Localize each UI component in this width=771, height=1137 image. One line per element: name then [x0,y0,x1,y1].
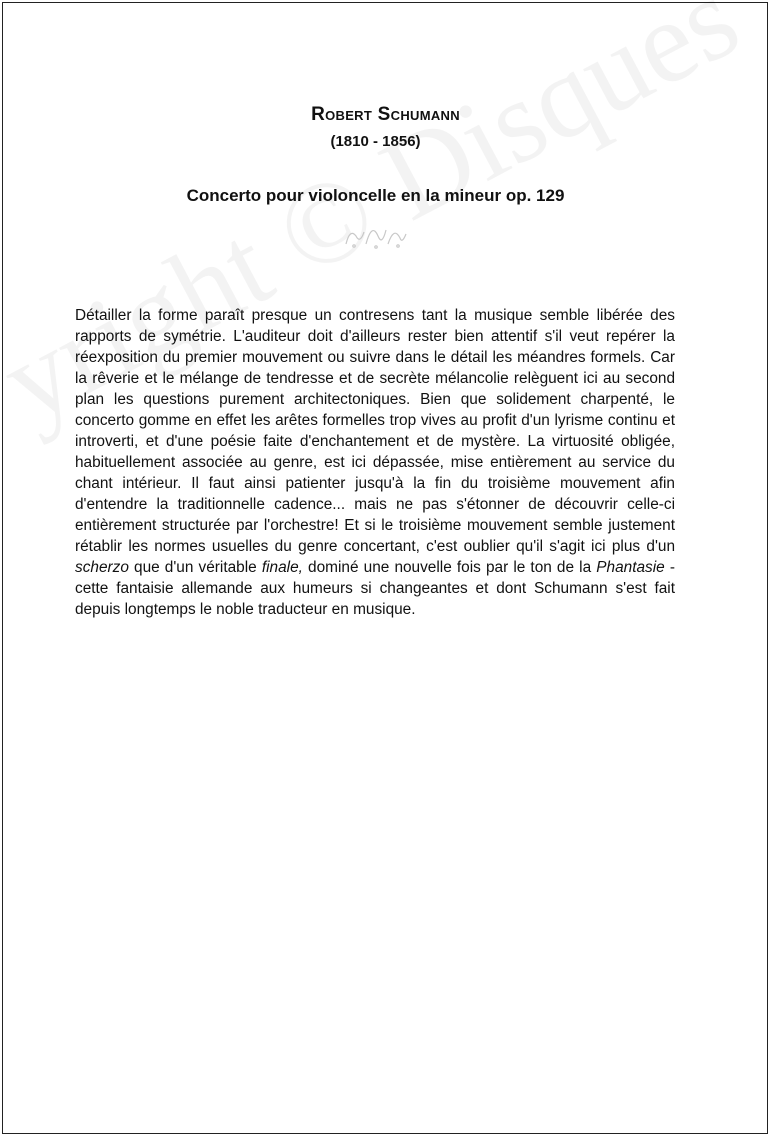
body-text-part: dominé une nouvelle fois par le ton de la [302,559,597,576]
ornament-icon [336,214,416,254]
italic-term-phantasie: Phantasie [596,559,665,576]
composer-dates: (1810 - 1856) [330,133,421,150]
body-text-part: Détailler la forme paraît presque un contresens tant la musique semble libérée des rapports de symétrie. L'auditeur doit d'ailleurs rester bien attentif s'il veut repérer la réexposition du premier mouvement ou suivre dans le détail les méandres formels. Car la rêverie et le mélange de tendresse et de secrète mélancolie relèguent ici au second plan les questions purement architectoniques. Bien que solidement charpenté, le concerto gomme en effet les arêtes formelles trop vives au profit d'un lyrisme continu et introverti, et d'une poésie faite d'enchantement et de mystère. La virtuosité obligée, habituellement associée au genre, est ici dépassée, mise entièrement au service du chant intérieur. Il faut ainsi patienter jusqu'à la fin du troisième mouvement afin d'entendre la traditionnelle cadence... mais ne pas s'étonner de découvrir celle-ci entièrement structurée par l'orchestre! Et si le troisième mouvement semble justement rétablir les normes usuelles du genre concertant, c'est oublier qu'il s'agit ici plus d'un [75,307,675,555]
body-text-part: - cette fantaisie allemande aux humeurs si changeantes et dont Schumann s'est fait depuis longtemps le noble traducteur en musique. [75,559,675,618]
italic-term-scherzo: scherzo [75,559,129,576]
body-text-part: que d'un véritable [128,559,262,576]
composer-name: Robert Schumann [311,104,460,125]
work-title: Concerto pour violoncelle en la mineur op. 129 [186,186,565,205]
body-paragraph [75,305,675,620]
italic-term-finale: finale, [261,559,303,576]
body-text [75,305,675,620]
